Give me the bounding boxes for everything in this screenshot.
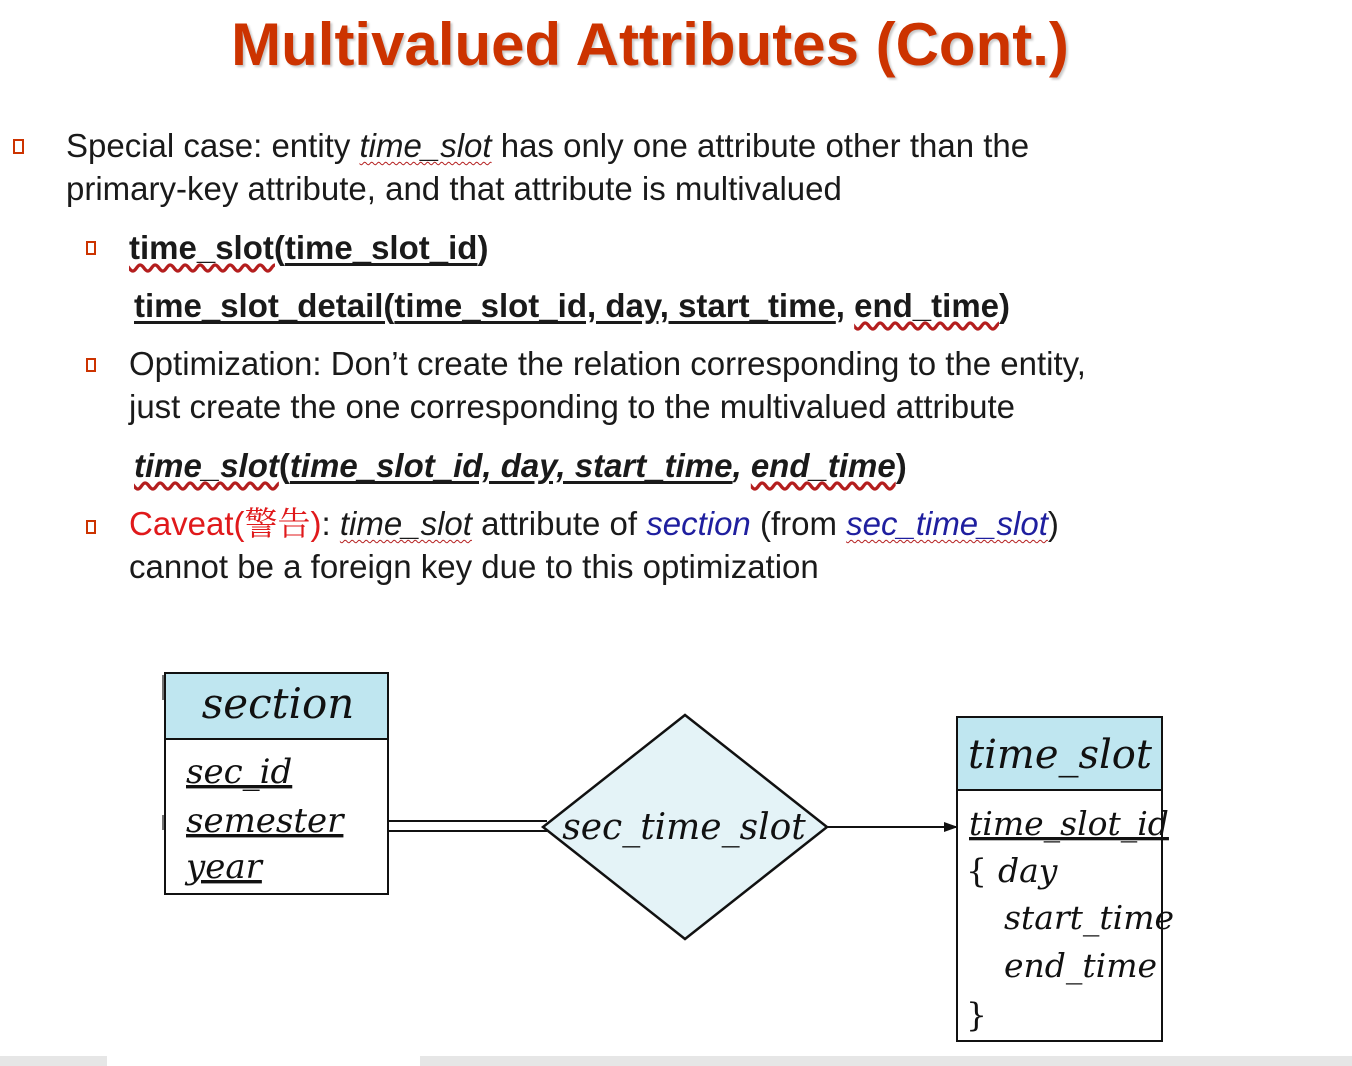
- relationship-sec-time-slot: [543, 715, 827, 939]
- relation-close: ): [999, 287, 1011, 324]
- bullet-3-line-1: Optimization: Don’t create the relation corresponding to the entity,: [129, 345, 1086, 382]
- relation-name: time_slot(: [129, 229, 285, 266]
- entity-time-slot: [957, 717, 1174, 1041]
- open-brace: {: [966, 851, 987, 890]
- relation-close: ): [895, 447, 907, 484]
- relation-name: time_slot_detail(: [134, 287, 395, 324]
- section-attr-sec-id: sec_id: [186, 752, 293, 792]
- relationship-name: sec_time_slot: [562, 807, 806, 848]
- slide-title: Multivalued Attributes (Cont.): [231, 11, 1069, 78]
- caveat-section: section: [646, 505, 751, 542]
- text: has only one attribute other than the: [491, 127, 1030, 164]
- text: :: [321, 505, 340, 542]
- bullet-1-line-2: primary-key attribute, and that attribute is multivalued: [66, 170, 842, 207]
- bullet-3-line-2: just create the one corresponding to the multivalued attribute: [129, 388, 1016, 425]
- caveat-entity: time_slot: [339, 505, 472, 542]
- relation-key-last: end_time: [854, 287, 1000, 324]
- relation-open: (: [278, 447, 290, 484]
- text: Special case: entity: [66, 127, 360, 164]
- section-attr-year: year: [186, 847, 262, 887]
- bottom-bar: [420, 1056, 1352, 1066]
- relation-name: time_slot: [134, 447, 279, 484]
- entity-name-time-slot: time_slot: [359, 127, 492, 164]
- relation-close: ): [477, 229, 489, 266]
- section-attr-semester: semester: [186, 801, 344, 841]
- text: (from: [750, 505, 847, 542]
- caveat-label: Caveat(警告): [129, 505, 322, 542]
- relation-key: time_slot_id: [284, 229, 478, 266]
- time-slot-attr-end-time: end_time: [1004, 946, 1158, 985]
- time-slot-attr-day: day: [998, 851, 1058, 890]
- relation-keys: time_slot_id, day, start_time: [394, 287, 836, 324]
- text: attribute of: [471, 505, 647, 542]
- caveat-line-2: cannot be a foreign key due to this optimization: [129, 548, 819, 585]
- entity-time-slot-name: time_slot: [968, 732, 1152, 778]
- bottom-bar: [0, 1056, 107, 1066]
- caveat-relationship: sec_time_slot: [846, 505, 1048, 542]
- entity-section-name: section: [201, 679, 355, 728]
- separator: ,: [732, 447, 751, 484]
- close-brace: }: [966, 995, 987, 1034]
- entity-section: [163, 673, 388, 894]
- relation-key-last: end_time: [750, 447, 896, 484]
- relation-keys: time_slot_id, day, start_time: [289, 447, 733, 484]
- text: ): [1047, 505, 1059, 542]
- time-slot-attr-pk: time_slot_id: [969, 804, 1169, 843]
- time-slot-attr-start-time: start_time: [1004, 898, 1175, 937]
- separator: ,: [835, 287, 855, 324]
